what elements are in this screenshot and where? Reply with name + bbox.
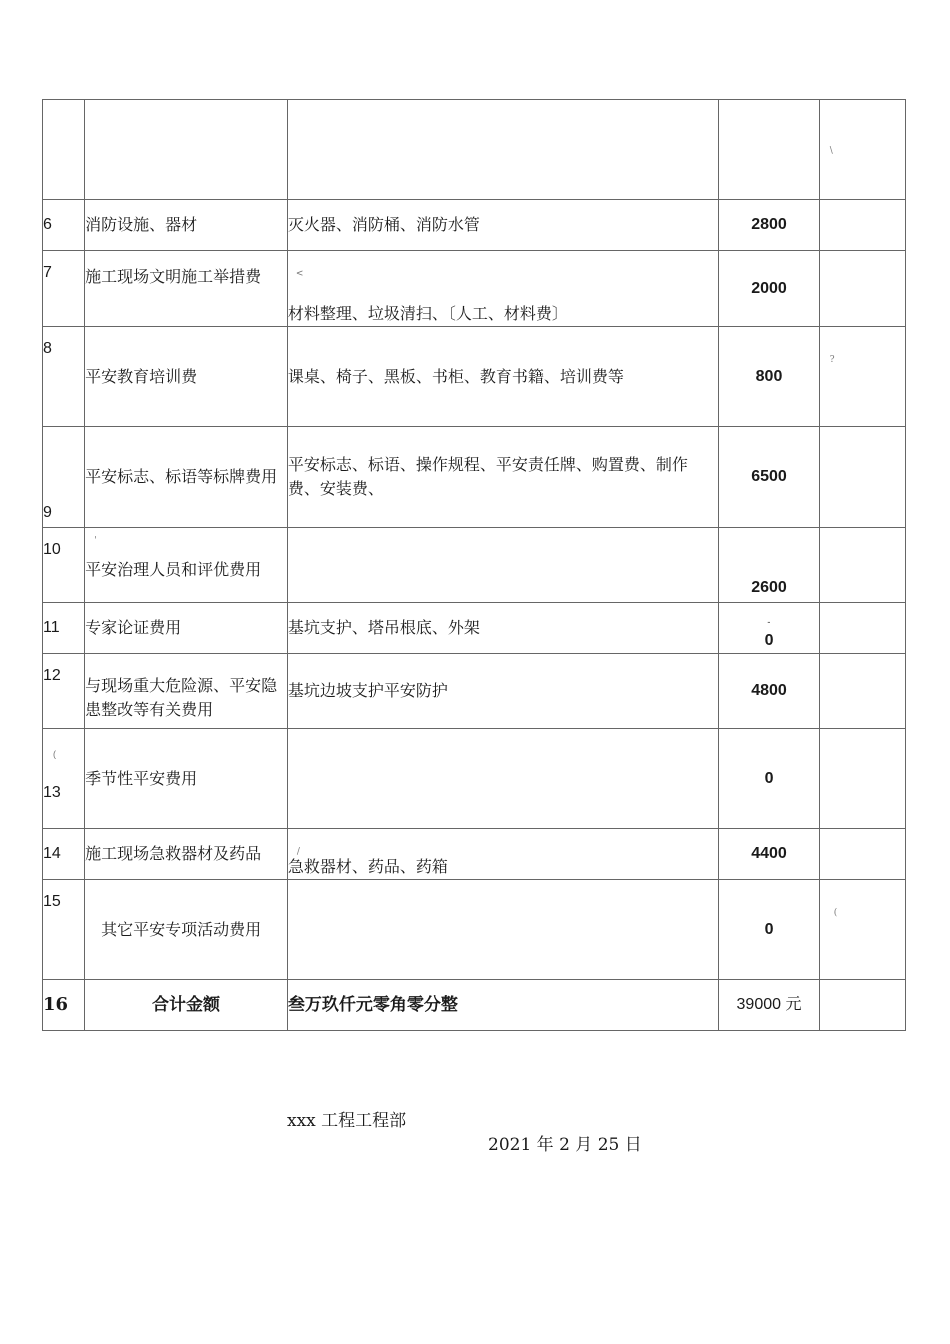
item-name: 季节性平安费用 (85, 729, 288, 829)
remark-cell (819, 251, 905, 327)
row-number: 9 (43, 427, 85, 528)
table-row (43, 729, 906, 829)
stray-mark: ? (829, 355, 835, 365)
stray-mark: < (295, 269, 304, 279)
item-amount (719, 603, 819, 654)
item-amount-text: 0 (764, 632, 774, 649)
item-name-text: 平安治理人员和评优费用 (85, 560, 262, 579)
remark-cell (819, 100, 905, 200)
item-description: 课桌、椅子、黑板、书柜、教育书籍、培训费等 (287, 327, 719, 427)
row-number: 11 (43, 603, 85, 654)
item-amount: 0 (719, 880, 819, 980)
item-name (85, 528, 288, 603)
remark-cell (819, 654, 905, 729)
total-amount-words: 叁万玖仟元零角零分整 (287, 980, 719, 1031)
item-description (287, 100, 719, 200)
row-number: 10 (43, 528, 85, 603)
item-amount: 4800 (719, 654, 819, 729)
item-amount: 2800 (719, 200, 819, 251)
item-description (287, 528, 719, 603)
item-name: 其它平安专项活动费用 (85, 880, 288, 980)
item-name: 平安教育培训费 (85, 327, 288, 427)
stray-mark: ( (833, 908, 838, 918)
remark-cell (819, 603, 905, 654)
issuing-department: xxx 工程工程部 (287, 1111, 407, 1131)
total-label: 合计金额 (85, 980, 288, 1031)
item-amount: 2600 (719, 528, 819, 603)
total-row-number: 16 (43, 980, 85, 1031)
table-row (43, 327, 906, 427)
item-description-text: 材料整理、垃圾清扫、〔人工、材料费〕 (287, 304, 568, 323)
remark-cell (819, 528, 905, 603)
row-number (43, 729, 85, 829)
table-row (43, 654, 906, 729)
table-row (43, 100, 906, 200)
item-description: 基坑边坡支护平安防护 (287, 654, 719, 729)
item-description-text: 急救器材、药品、药箱 (287, 857, 448, 876)
table-row (43, 880, 906, 980)
row-number: 6 (43, 200, 85, 251)
item-description (287, 729, 719, 829)
table-row (43, 200, 906, 251)
stray-mark: ' (94, 536, 97, 546)
signature-date: 2021 年 2 月 25 日 (488, 1135, 642, 1155)
item-amount: 0 (719, 729, 819, 829)
total-row (43, 980, 906, 1031)
item-name (85, 100, 288, 200)
item-description (287, 251, 719, 327)
item-name: 施工现场文明施工举措费 (85, 251, 288, 327)
row-number: 8 (43, 327, 85, 427)
item-description: 基坑支护、塔吊根底、外架 (287, 603, 719, 654)
row-number: 15 (43, 880, 85, 980)
item-description (287, 880, 719, 980)
remark-cell (819, 200, 905, 251)
item-description: 平安标志、标语、操作规程、平安责任牌、购置费、制作 费、安装费、 (287, 427, 719, 528)
row-number: 14 (43, 829, 85, 880)
remark-cell (819, 880, 905, 980)
row-number (43, 100, 85, 200)
remark-cell (819, 980, 905, 1031)
item-amount: 6500 (719, 427, 819, 528)
item-amount: 800 (719, 327, 819, 427)
table-row (43, 427, 906, 528)
total-amount: 39000 元 (719, 980, 819, 1031)
table-row (43, 829, 906, 880)
row-number-text: 13 (43, 784, 61, 801)
stray-mark: - (767, 617, 771, 627)
item-name: 消防设施、器材 (85, 200, 288, 251)
remark-cell (819, 829, 905, 880)
table-row (43, 251, 906, 327)
item-amount (719, 100, 819, 200)
stray-mark: ( (53, 749, 56, 759)
item-name: 施工现场急救器材及药品 (85, 829, 288, 880)
remark-cell (819, 427, 905, 528)
table-row (43, 528, 906, 603)
remark-cell (819, 729, 905, 829)
item-name: 与现场重大危险源、平安隐患整改等有关费用 (85, 654, 288, 729)
stray-mark: \ (829, 146, 833, 156)
item-description: 灭火器、消防桶、消防水管 (287, 200, 719, 251)
item-name: 专家论证费用 (85, 603, 288, 654)
item-name: 平安标志、标语等标牌费用 (85, 427, 288, 528)
item-amount: 2000 (719, 251, 819, 327)
cost-table (42, 99, 906, 1031)
row-number: 7 (43, 251, 85, 327)
item-description (287, 829, 719, 880)
row-number: 12 (43, 654, 85, 729)
stray-mark: / (296, 847, 300, 857)
item-amount: 4400 (719, 829, 819, 880)
table-row (43, 603, 906, 654)
remark-cell (819, 327, 905, 427)
